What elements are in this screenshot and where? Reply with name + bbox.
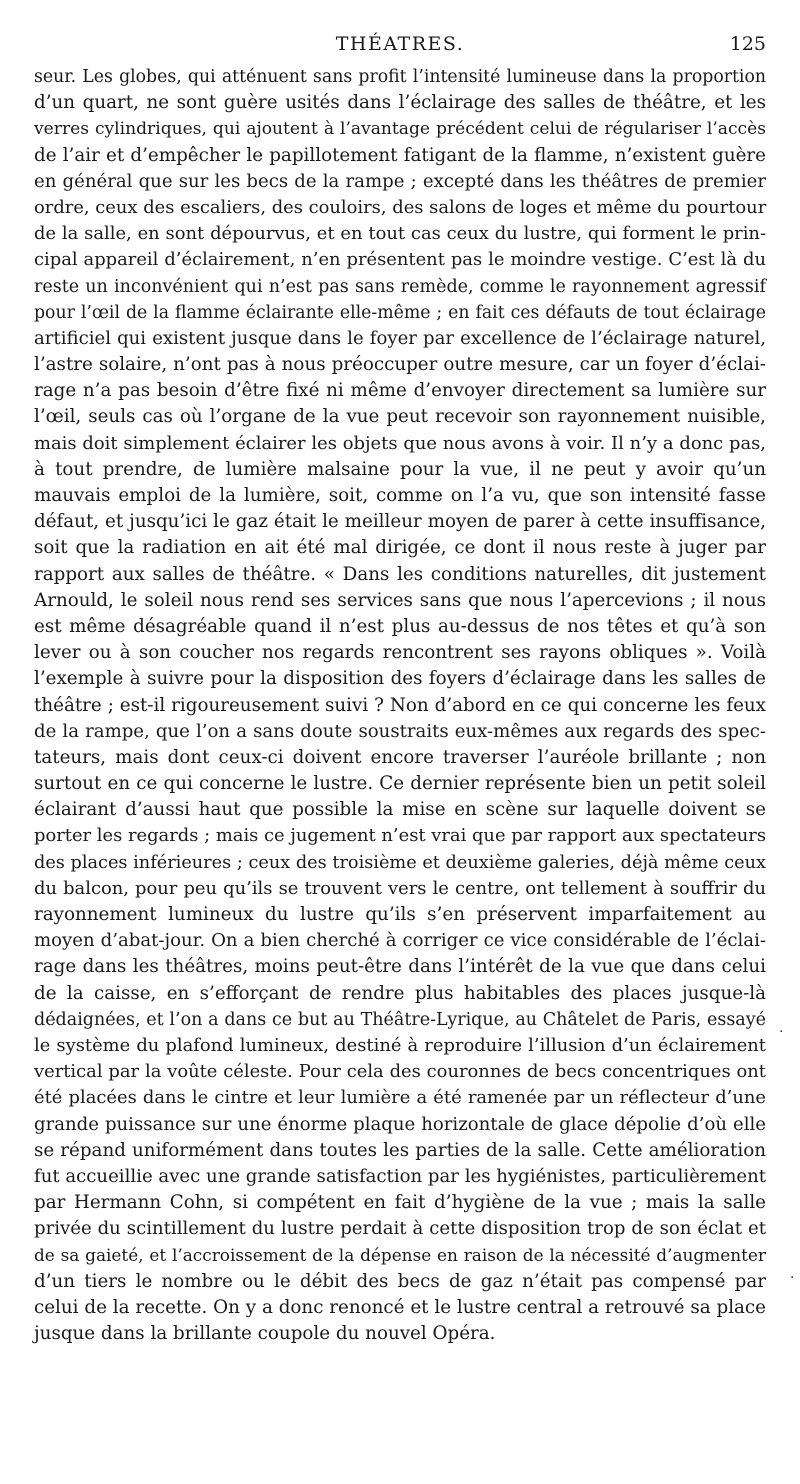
text-line: surtout en ce qui concerne le lustre. Ce dernier représente bien un petit soleil — [34, 773, 766, 795]
text-line: l’astre solaire, n’ont pas à nous préoccuper outre mesure, car un foyer d’éclai- — [34, 354, 766, 376]
text-line: ordre, ceux des escaliers, des couloirs, des salons de loges et même du pourtour — [34, 196, 767, 218]
margin-speck: · — [779, 1024, 784, 1040]
running-title: THÉATRES. — [335, 33, 465, 55]
text-line: par Hermann Cohn, si compétent en fait d’hygiène de la vue ; mais la salle — [34, 1192, 766, 1214]
text-line: rage n’a pas besoin d’être fixé ni même d’envoyer directement sa lumière sur — [34, 380, 766, 402]
text-line: l’œil, seuls cas où l’organe de la vue peut recevoir son rayonnement nuisible, — [34, 406, 766, 428]
text-line: de sa gaieté, et l’accroissement de la dépense en raison de la nécessité d’augmenter — [34, 1245, 766, 1266]
text-line: moyen d’abat-jour. On a bien cherché à corriger ce vice considérable de l’éclai- — [34, 930, 766, 952]
text-line: rage dans les théâtres, moins peut-être dans l’intérêt de la vue que dans celui — [34, 956, 766, 978]
text-line: de la salle, en sont dépourvus, et en tout cas ceux du lustre, qui forment le prin- — [34, 223, 766, 245]
text-line: d’un quart, ne sont guère usités dans l’éclairage des salles de théâtre, et les — [34, 92, 766, 114]
text-line: été placées dans le cintre et leur lumière a été ramenée par un réflecteur d’une — [34, 1087, 766, 1109]
text-line: privée du scintillement du lustre perdait à cette disposition trop de son éclat et — [34, 1218, 766, 1240]
text-line: mauvais emploi de la lumière, soit, comme on l’a vu, que son intensité fasse — [34, 485, 766, 506]
text-line: défaut, et jusqu’ici le gaz était le meilleur moyen de parer à cette insuffisance, — [34, 511, 766, 533]
body-paragraph — [34, 64, 766, 1347]
text-line: éclairant d’aussi haut que possible la mise en scène sur laquelle doivent se — [34, 799, 766, 821]
text-line: d’un tiers le nombre ou le débit des becs de gaz n’était pas compensé par — [34, 1270, 766, 1292]
text-line: des places inférieures ; ceux des troisième et deuxième galeries, déjà même ceux — [34, 852, 766, 873]
text-line: soit que la radiation en ait été mal dirigée, ce dont il nous reste à juger par — [34, 537, 766, 559]
text-line: verres cylindriques, qui ajoutent à l’avantage précédent celui de régulariser l’accès — [34, 119, 766, 140]
text-line: artificiel qui existent jusque dans le foyer par excellence de l’éclairage naturel, — [34, 327, 766, 349]
text-line: reste un inconvénient qui n’est pas sans remède, comme le rayonnement agressif — [34, 276, 766, 297]
text-line: porter les regards ; mais ce jugement n’est vrai que par rapport aux spectateurs — [34, 825, 767, 847]
text-line: Arnould, le soleil nous rend ses services sans que nous l’apercevions ; il nous — [34, 589, 766, 611]
text-line: pour l’œil de la flamme éclairante elle-même ; en fait ces défauts de tout éclairage — [34, 302, 766, 323]
text-line: le système du plafond lumineux, destiné à reproduire l’illusion d’un éclairement — [34, 1034, 766, 1056]
text-line: dédaignées, et l’on a dans ce but au Théâtre-Lyrique, au Châtelet de Paris, essayé — [34, 1009, 766, 1030]
text-line: se répand uniformément dans toutes les parties de la salle. Cette amélioration — [34, 1139, 766, 1161]
text-line: rayonnement lumineux du lustre qu’ils s’en préservent imparfaitement au — [34, 904, 766, 925]
text-line: grande puissance sur une énorme plaque horizontale de glace dépolie d’où elle — [34, 1113, 766, 1135]
text-line: en général que sur les becs de la rampe ; excepté dans les théâtres de premier — [34, 170, 766, 192]
text-line: lever ou à son coucher nos regards rencontrent ses rayons obliques ». Voilà — [34, 642, 766, 664]
text-line: mais doit simplement éclairer les objets que nous avons à voir. Il n’y a donc pas, — [34, 432, 766, 454]
text-line: est même désagréable quand il n’est plus au-dessus de nos têtes et qu’à son — [34, 615, 766, 637]
text-line: à tout prendre, de lumière malsaine pour la vue, il ne peut y avoir qu’un — [34, 458, 766, 480]
text-line: de l’air et d’empêcher le papillotement fatigant de la flamme, n’existent guère — [34, 144, 766, 166]
page-number: 125 — [729, 33, 766, 55]
text-line: celui de la recette. On y a donc renoncé et le lustre central a retrouvé sa place — [34, 1296, 766, 1318]
text-line: seur. Les globes, qui atténuent sans profit l’intensité lumineuse dans la proportion — [34, 67, 766, 87]
text-line: fut accueillie avec une grande satisfaction par les hygiénistes, particulièrement — [34, 1165, 766, 1187]
text-line: vertical par la voûte céleste. Pour cela des couronnes de becs concentriques ont — [34, 1061, 766, 1083]
margin-speck: · — [790, 1270, 795, 1286]
text-line: cipal appareil d’éclairement, n’en présentent pas le moindre vestige. C’est là du — [34, 249, 766, 271]
text-line: jusque dans la brillante coupole du nouvel Opéra. — [34, 1323, 496, 1344]
text-line: théâtre ; est-il rigoureusement suivi ? Non d’abord en ce qui concerne les feux — [34, 694, 766, 716]
text-line: du balcon, pour peu qu’ils se trouvent vers le centre, ont tellement à souffrir du — [34, 877, 766, 899]
text-line: rapport aux salles de théâtre. « Dans les conditions naturelles, dit justement — [34, 563, 766, 585]
running-header — [34, 30, 766, 58]
text-line: tateurs, mais dont ceux-ci doivent encore traverser l’auréole brillante ; non — [34, 746, 766, 768]
text-line: de la rampe, que l’on a sans doute soustraits eux-mêmes aux regards des spec- — [34, 720, 766, 742]
text-line: de la caisse, en s’efforçant de rendre plus habitables des places jusque-là — [34, 982, 766, 1004]
text-line: l’exemple à suivre pour la disposition des foyers d’éclairage dans les salles de — [34, 668, 766, 690]
